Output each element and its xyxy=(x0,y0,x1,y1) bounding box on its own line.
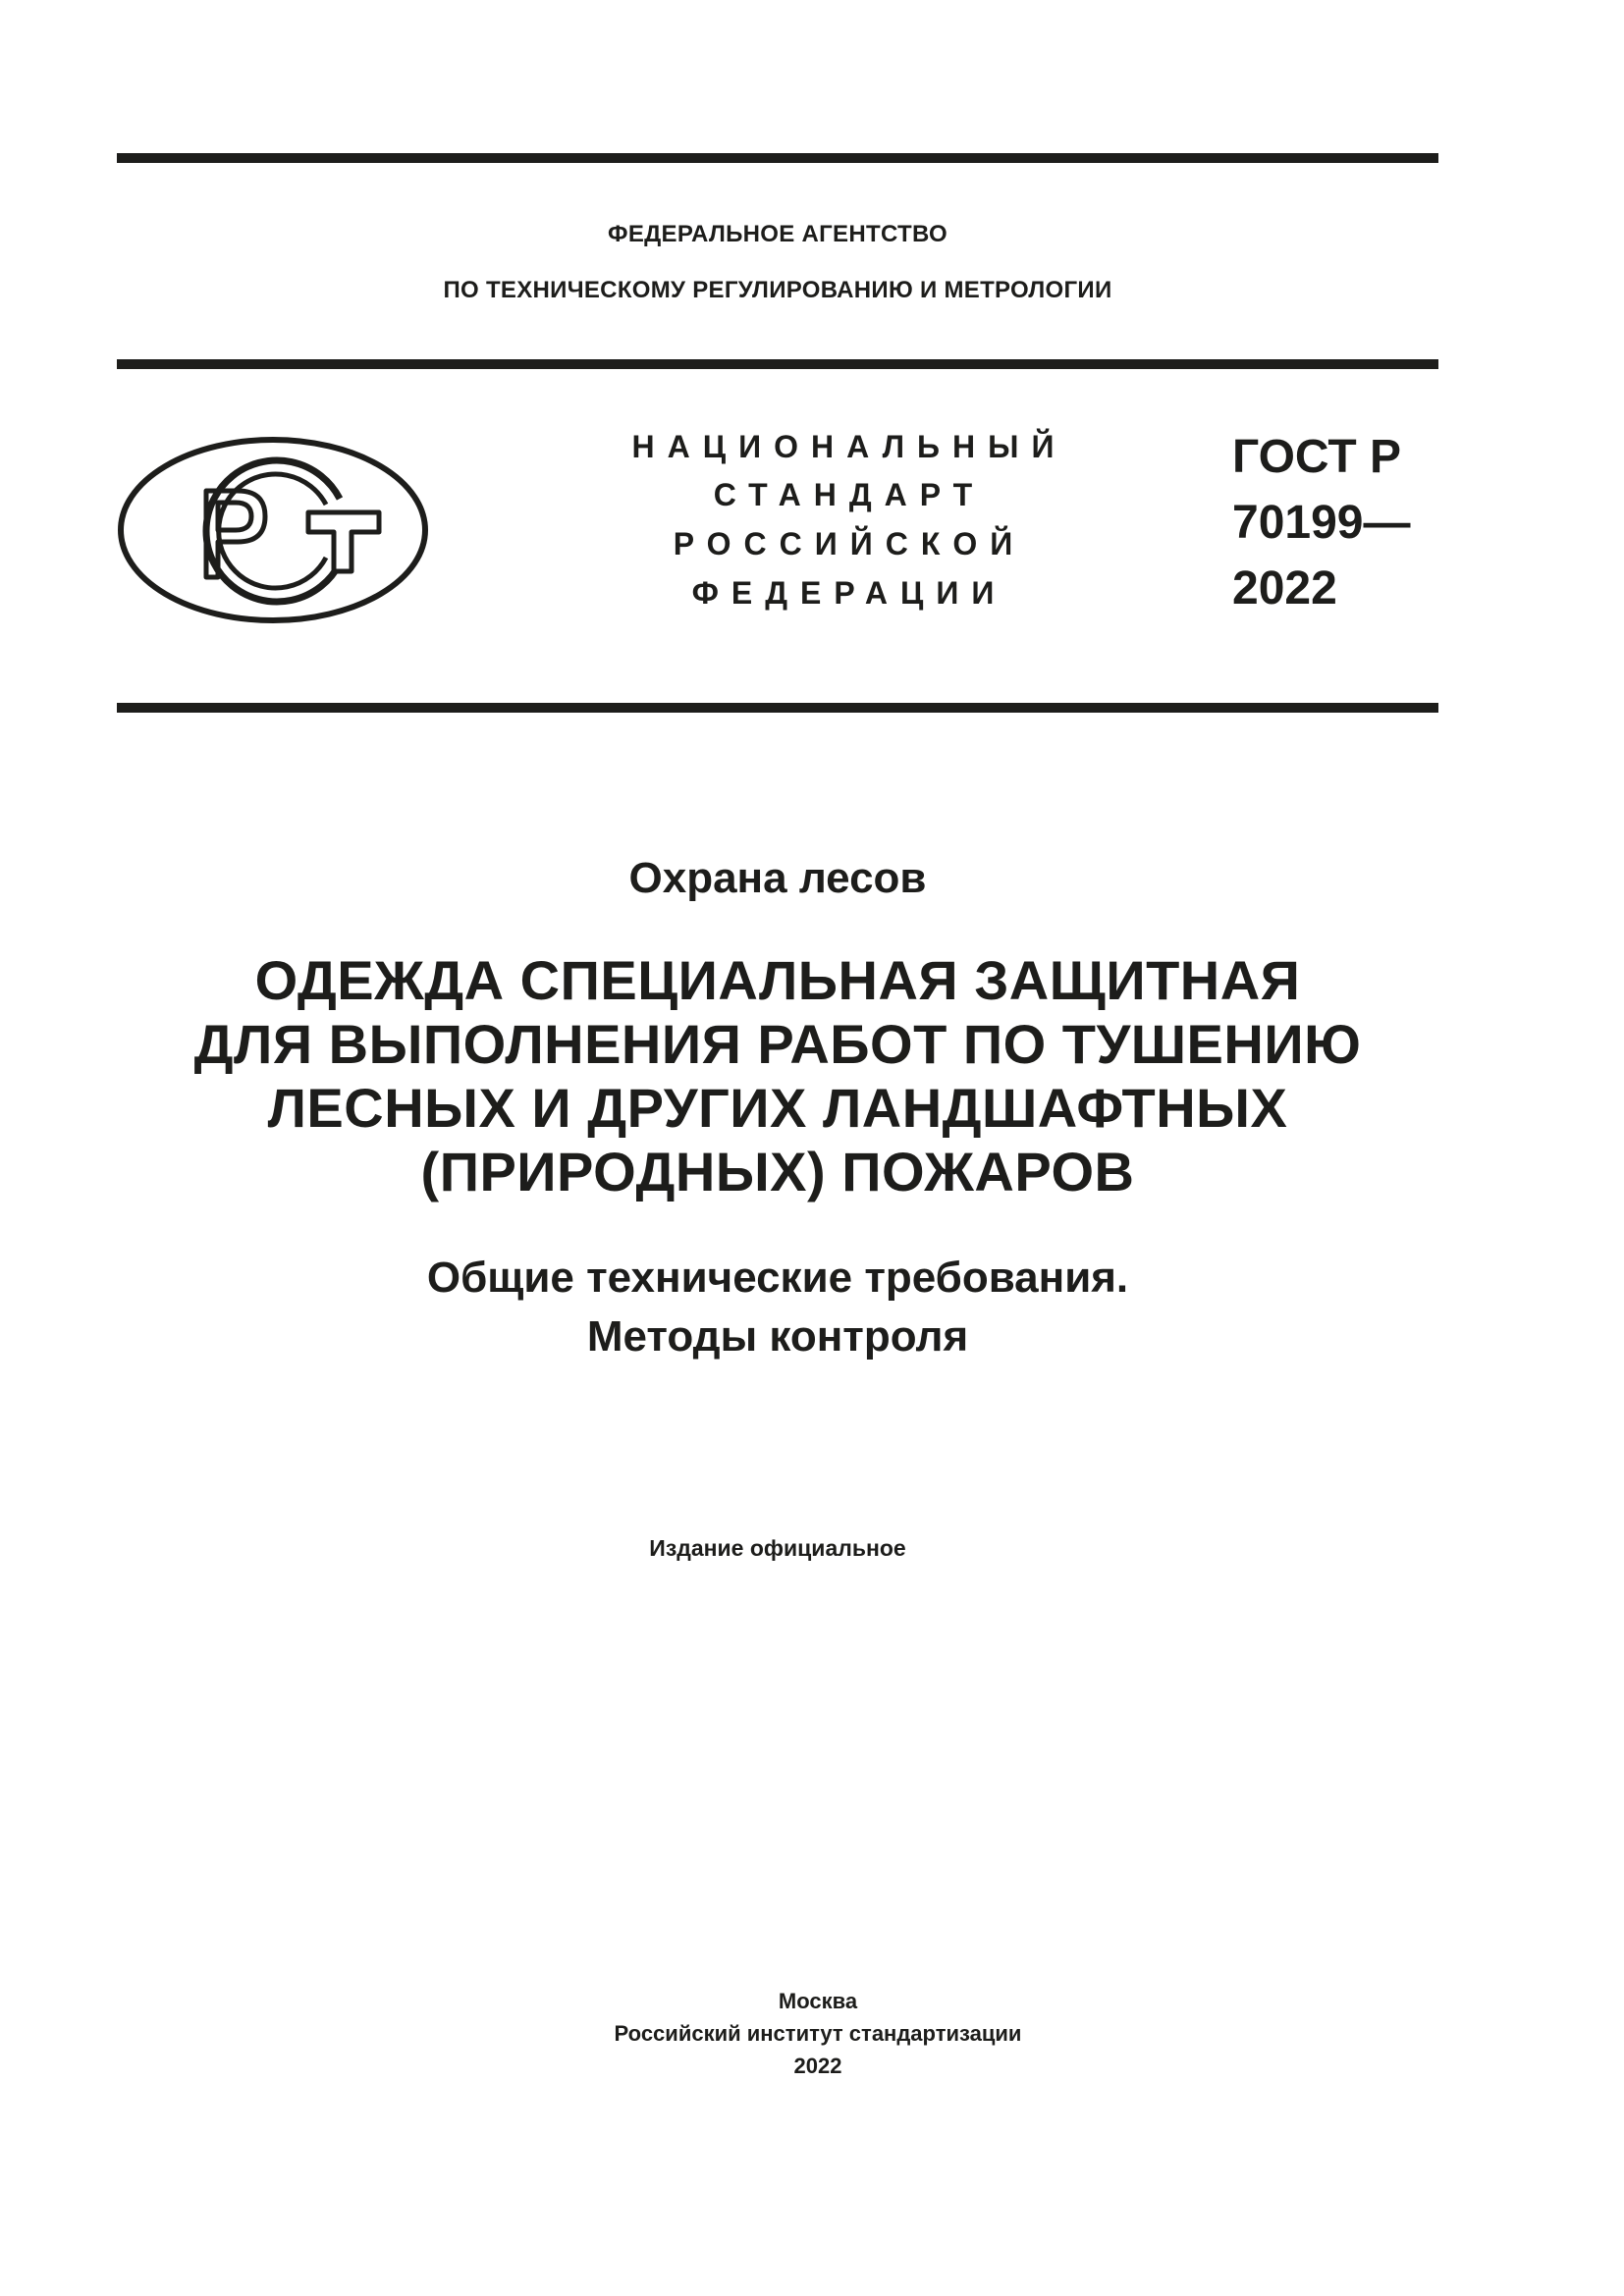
document-subtitle xyxy=(0,1249,1555,1366)
top-rule xyxy=(117,153,1438,163)
edition-note: Издание официальное xyxy=(649,1535,906,1561)
national-standard-line-3: РОССИЙСКОЙ xyxy=(673,526,1026,561)
publication-footer xyxy=(0,1985,1624,2082)
rst-logo xyxy=(116,434,430,626)
document-topic: Охрана лесов xyxy=(628,854,927,902)
national-standard-line-2: СТАНДАРТ xyxy=(713,477,986,512)
title-line-3: ЛЕСНЫХ И ДРУГИХ ЛАНДШАФТНЫХ xyxy=(267,1077,1288,1139)
designation-line-3: 2022 xyxy=(1232,562,1337,614)
header-rule xyxy=(117,359,1438,369)
title-line-4: (ПРИРОДНЫХ) ПОЖАРОВ xyxy=(420,1141,1135,1202)
footer-publisher: Российский институт стандартизации xyxy=(614,2021,1022,2046)
rst-logo-icon xyxy=(116,434,430,626)
national-standard-line-4: ФЕДЕРАЦИИ xyxy=(691,575,1007,611)
document-title xyxy=(0,948,1555,1203)
title-line-1: ОДЕЖДА СПЕЦИАЛЬНАЯ ЗАЩИТНАЯ xyxy=(254,949,1301,1011)
title-line-2: ДЛЯ ВЫПОЛНЕНИЯ РАБОТ ПО ТУШЕНИЮ xyxy=(193,1013,1362,1075)
national-standard-line-1: НАЦИОНАЛЬНЫЙ xyxy=(631,429,1067,464)
standard-designation xyxy=(1232,424,1410,621)
footer-year: 2022 xyxy=(793,2054,842,2078)
title-block-rule xyxy=(117,703,1438,713)
agency-line-2: ПО ТЕХНИЧЕСКОМУ РЕГУЛИРОВАНИЮ И МЕТРОЛОГИИ xyxy=(443,277,1112,303)
subtitle-line-1: Общие технические требования. xyxy=(426,1254,1129,1302)
designation-line-1: ГОСТ Р xyxy=(1232,431,1402,483)
subtitle-line-2: Методы контроля xyxy=(586,1312,969,1361)
footer-city: Москва xyxy=(778,1989,858,2013)
designation-line-2: 70199— xyxy=(1232,497,1411,549)
agency-line-1: ФЕДЕРАЛЬНОЕ АГЕНТСТВО xyxy=(608,221,947,247)
